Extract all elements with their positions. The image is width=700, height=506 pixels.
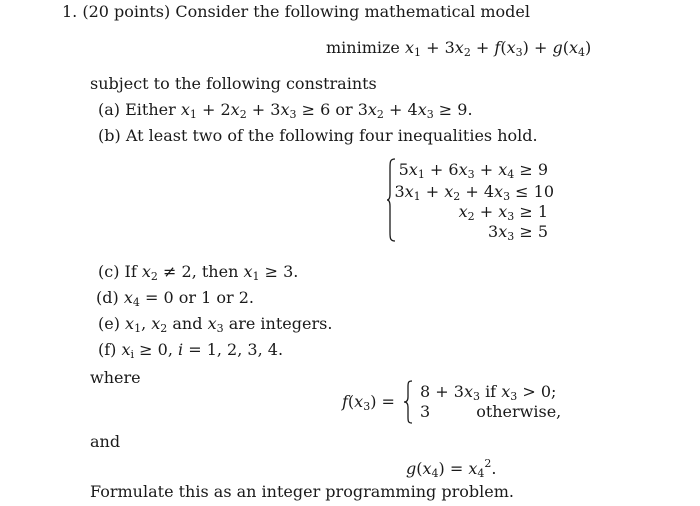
constraint-f-label: (f): [98, 340, 117, 359]
constraint-e: (e) $x_1$, $x_2$ and $x_3$ are integers.: [98, 314, 333, 335]
problem-points: (20 points): [82, 2, 171, 21]
constraint-c-then: , then: [191, 262, 239, 281]
constraint-e-text: are integers.: [228, 314, 333, 333]
f-definition-lhs: $f(x_3)$ =: [342, 392, 395, 413]
system-inequality-3: $x_2 + x_3 \ge 1$: [458, 202, 548, 223]
constraint-f: (f) $x_i \ge 0$, i = 1, 2, 3, 4.: [98, 340, 284, 361]
constraint-c-if: If: [124, 262, 137, 281]
constraint-b: [98, 126, 538, 146]
constraint-d-text: or 1 or 2.: [178, 288, 254, 307]
f-case-2: 3 otherwise,: [420, 402, 562, 421]
where-text: where: [90, 368, 141, 387]
left-brace-icon: [403, 380, 413, 424]
g-definition: $g(x_4) = x_4^2$.: [406, 457, 497, 480]
system-inequality-4: $3x_3 \ge 5$: [488, 222, 548, 243]
problem-intro: Consider the following mathematical model: [175, 2, 530, 21]
constraint-a-label: (a): [98, 100, 121, 119]
constraint-b-text: At least two of the following four inequalities hold.: [125, 126, 538, 145]
constraint-a-prefix: Either: [125, 100, 176, 119]
subject-to-text: subject to the following constraints: [90, 74, 377, 93]
f-case-2-otherwise: otherwise,: [476, 402, 562, 421]
constraint-c-label: (c): [98, 262, 120, 281]
system-inequality-1: $5x_1 + 6x_3 + x_4 \ge 9$: [398, 160, 548, 181]
constraint-e-label: (e): [98, 314, 120, 333]
constraint-c: (c) If $x_2 \ne 2$, then $x_1 \ge 3$.: [98, 262, 299, 283]
constraint-b-label: (b): [98, 126, 121, 145]
f-case-1: $8 + 3x_3$ if $x_3 > 0$;: [420, 382, 557, 403]
constraint-d: (d) $x_4 = 0$ or 1 or 2.: [96, 288, 254, 309]
objective-function: minimize $x_1 + 3x_2 + f(x_3) + g(x_4)$: [326, 38, 592, 59]
constraint-a: (a) Either $x_1 + 2x_2 + 3x_3 \ge 6$ or $3x_2 + 4x_3 \ge 9$.: [98, 100, 473, 121]
system-inequality-2: $3x_1 + x_2 + 4x_3 \le 10$: [394, 182, 554, 203]
f-case-1-if: if: [485, 382, 497, 401]
objective-label: minimize: [326, 38, 400, 57]
constraint-e-and: and: [172, 314, 203, 333]
final-instruction: Formulate this as an integer programming problem.: [90, 482, 514, 501]
problem-header: [62, 2, 530, 22]
problem-number: 1.: [62, 2, 78, 21]
constraint-a-or: or: [335, 100, 353, 119]
constraint-d-label: (d): [96, 288, 119, 307]
and-text: and: [90, 432, 121, 451]
